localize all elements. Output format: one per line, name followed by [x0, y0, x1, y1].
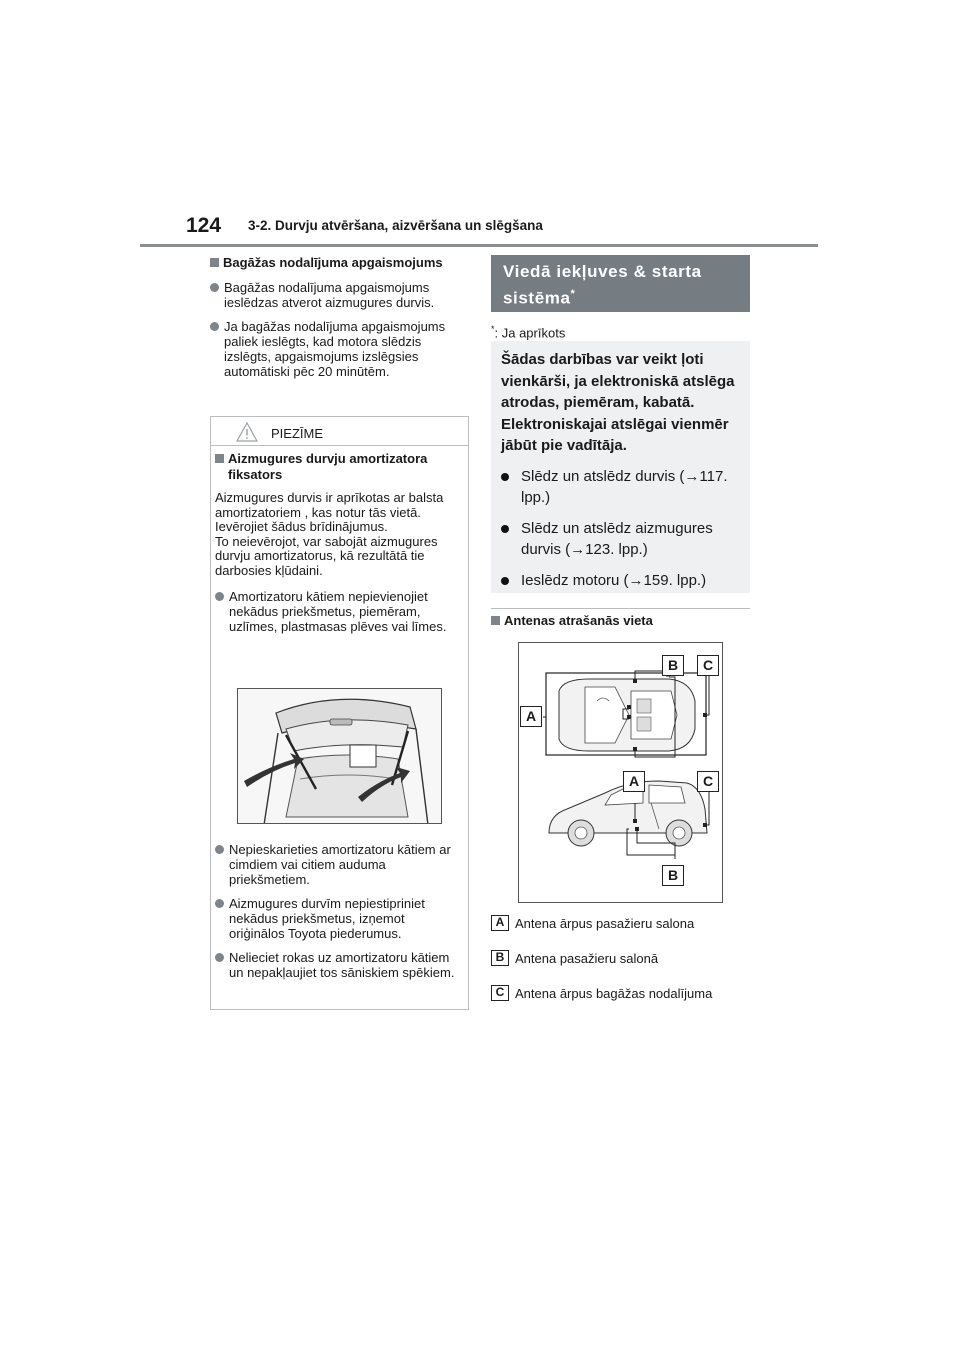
- list-item-text: Slēdz un atslēdz aizmugures durvis (→123. lpp.): [521, 519, 713, 558]
- legend-key: A: [491, 915, 509, 931]
- diagram-tag-a-side: A: [623, 771, 645, 792]
- circle-bullet-icon: [215, 953, 224, 962]
- notice-header: [211, 417, 468, 446]
- legend-text: Antena ārpus bagāžas nodalījuma: [515, 985, 713, 1001]
- diagram-tag-b: B: [662, 655, 684, 676]
- list-item-text: Slēdz un atslēdz durvis (→117. lpp.): [521, 467, 728, 506]
- bullet-icon: [501, 525, 509, 533]
- notice-title: PIEZĪME: [271, 426, 324, 441]
- info-intro: Šādas darbības var veikt ļoti vienkārši, ja elektroniskā atslēga atrodas, piemēram, kabatā. Elektroniskajai atslēgai vienmēr jābūt pie vadītāja.: [501, 351, 735, 454]
- circle-bullet-icon: [215, 592, 224, 601]
- diagram-tag-a: A: [520, 706, 542, 727]
- banner-title: [503, 261, 738, 310]
- notice-heading: [215, 451, 463, 483]
- legend-key: C: [491, 985, 509, 1001]
- list-item: [215, 589, 463, 634]
- bullet-icon: [501, 577, 509, 585]
- square-bullet-icon: [491, 616, 500, 625]
- list-item: [210, 280, 470, 310]
- section-divider: [491, 608, 750, 609]
- notice-paragraph: Aizmugures durvis ir aprīkotas ar balsta amortizatoriem , kas notur tās vietā. Ievērojiet šādus brīdinājumus. To neievērojot, var sabojāt aizmugures durvju amortizatorus, kā rezultātā tie darbosies kļūdaini.: [215, 490, 444, 578]
- banner-footnote-mark: *: [570, 288, 576, 300]
- car-diagram-drawing: [519, 643, 724, 904]
- list-item-text: Nepieskarieties amortizatoru kātiem ar cimdiem vai citiem auduma priekšmetiem.: [229, 842, 451, 887]
- list-item: [215, 950, 463, 980]
- diagram-tag-b-side: B: [662, 865, 684, 886]
- chapter-title: 3-2. Durvju atvēršana, aizvēršana un slēgšana: [248, 218, 543, 233]
- list-item-text: Nelieciet rokas uz amortizatoru kātiem un nepakļaujiet tos sāniskiem spēkiem.: [229, 950, 455, 980]
- list-item-text: Ieslēdz motoru (→159. lpp.): [521, 571, 707, 589]
- list-item-text: Aizmugures durvīm nepiestipriniet nekādus priekšmetus, izņemot oriģinālos Toyota piederumus.: [229, 896, 425, 941]
- tailgate-damper-illustration: [237, 688, 442, 824]
- left-column: [210, 255, 470, 379]
- square-bullet-icon: [215, 454, 224, 463]
- warning-triangle-icon: [236, 422, 258, 442]
- footnote: [491, 324, 565, 340]
- section-heading-text: Bagāžas nodalījuma apgaismojums: [223, 255, 443, 270]
- section-heading-text: Antenas atrašanās vieta: [504, 613, 653, 628]
- legend-item-b: [491, 950, 658, 966]
- notice-heading-text: Aizmugures durvju amortizatora fiksators: [228, 451, 428, 482]
- banner-title-text: Viedā iekļuves & starta sistēma: [503, 262, 702, 308]
- list-item-text: Ja bagāžas nodalījuma apgaismojums paliek ieslēgts, kad motora slēdzis izslēgts, apgaismojums izslēgsies automātiski pēc 20 minūtēm.: [224, 319, 446, 379]
- section-banner: [491, 255, 750, 312]
- list-item: [215, 896, 463, 941]
- circle-bullet-icon: [215, 845, 224, 854]
- notice-body: [215, 451, 463, 634]
- header-divider: [140, 244, 818, 247]
- legend-text: Antena ārpus pasažieru salona: [515, 915, 695, 931]
- page-number: 124: [186, 214, 222, 237]
- circle-bullet-icon: [210, 322, 219, 331]
- section-heading-luggage-light: [210, 255, 470, 271]
- notice-bullets-after: [215, 833, 463, 980]
- circle-bullet-icon: [215, 899, 224, 908]
- diagram-tag-c: C: [697, 655, 719, 676]
- bullet-icon: [501, 473, 509, 481]
- legend-text: Antena pasažieru salonā: [515, 950, 659, 966]
- list-item-text: Bagāžas nodalījuma apgaismojums ieslēdzas atverot aizmugures durvis.: [224, 280, 435, 310]
- list-item: [215, 842, 463, 887]
- list-item-text: Amortizatoru kātiem nepievienojiet nekādus priekšmetus, piemēram, uzlīmes, plastmasas plēves vai līmes.: [229, 589, 447, 634]
- footnote-mark: *: [491, 324, 495, 334]
- info-box: [491, 341, 750, 593]
- list-item: [501, 466, 740, 509]
- footnote-text: : Ja aprīkots: [494, 325, 566, 341]
- list-item: [501, 518, 740, 561]
- section-heading-antenna: [491, 613, 653, 629]
- antenna-location-diagram: [518, 642, 723, 903]
- square-bullet-icon: [210, 258, 219, 267]
- tailgate-image: [238, 689, 442, 824]
- list-item: [210, 319, 470, 379]
- diagram-tag-c-side: C: [697, 771, 719, 792]
- legend-key: B: [491, 950, 509, 966]
- list-item: [501, 570, 740, 592]
- circle-bullet-icon: [210, 283, 219, 292]
- legend-item-c: [491, 985, 712, 1001]
- notice-divider: [211, 445, 468, 446]
- notice-box: [210, 416, 469, 1010]
- legend-item-a: [491, 915, 694, 931]
